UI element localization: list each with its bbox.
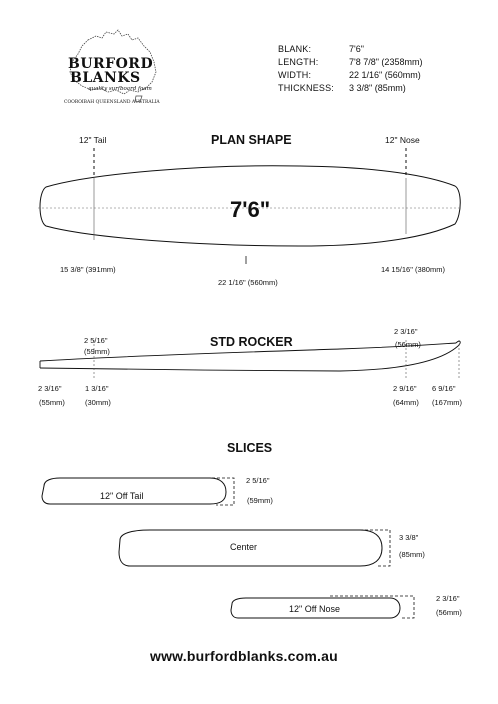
spec-label-width: WIDTH: xyxy=(278,70,312,80)
slice-center-label: Center xyxy=(230,542,258,552)
rocker-nose-in: 2 9/16" xyxy=(393,384,417,393)
slice-tail-dim xyxy=(172,478,234,505)
slice-tail-thick-in: 2 5/16" xyxy=(246,476,270,485)
slice-nose-label: 12" Off Nose xyxy=(289,604,341,614)
brand-line2: BLANKS xyxy=(70,70,141,86)
rocker-tail-in: 1 3/16" xyxy=(85,384,109,393)
spec-value-blank: 7'6" xyxy=(349,44,364,54)
brand-line1: BURFORD xyxy=(68,56,154,72)
slice-tail-thick-mm: (59mm) xyxy=(247,496,273,505)
spec-label-thickness: THICKNESS: xyxy=(278,83,335,93)
slice-tail-label: 12" Off Tail xyxy=(100,491,144,501)
slices-heading: SLICES xyxy=(227,441,273,455)
spec-value-length: 7'8 7/8" (2358mm) xyxy=(349,57,423,67)
spec-label-length: LENGTH: xyxy=(278,57,319,67)
rocker-tail-end-in: 2 3/16" xyxy=(38,384,62,393)
brand-tagline: quality surfboard foam xyxy=(88,86,152,92)
tail-width-label: 15 3/8" (391mm) xyxy=(60,265,116,274)
rocker-nose-mm: (64mm) xyxy=(393,398,419,407)
rocker-tail-end-mm: (55mm) xyxy=(39,398,65,407)
rocker-top-nose-in: 2 3/16" xyxy=(394,327,418,336)
rocker-tail-mm: (30mm) xyxy=(85,398,111,407)
rocker-top-nose-mm: (56mm) xyxy=(395,340,421,349)
slice-nose-thick-in: 2 3/16" xyxy=(436,594,460,603)
center-width-label: 22 1/16" (560mm) xyxy=(218,278,278,287)
website-link[interactable]: www.burfordblanks.com.au xyxy=(150,648,338,664)
rocker-nose-end-mm: (167mm) xyxy=(432,398,463,407)
plan-center-title: 7'6" xyxy=(230,197,271,222)
spec-label-blank: BLANK: xyxy=(278,44,312,54)
plan-heading: PLAN SHAPE xyxy=(211,133,292,147)
slice-center-thick-in: 3 3/8" xyxy=(399,533,419,542)
nose-width-label: 14 15/16" (380mm) xyxy=(381,265,445,274)
rocker-nose-end-in: 6 9/16" xyxy=(432,384,456,393)
slice-nose-thick-mm: (56mm) xyxy=(436,608,462,617)
spec-value-width: 22 1/16" (560mm) xyxy=(349,70,421,80)
brand-footer: COOROIBAH QUEENSLAND AUSTRALIA xyxy=(64,100,160,105)
rocker-top-tail-mm: (59mm) xyxy=(84,347,110,356)
rocker-top-tail-in: 2 5/16" xyxy=(84,336,108,345)
slice-center-thick-mm: (85mm) xyxy=(399,550,425,559)
rocker-heading: STD ROCKER xyxy=(210,335,293,349)
slice-nose-dim xyxy=(330,596,414,618)
nose-mark-label: 12" Nose xyxy=(385,135,420,145)
tail-mark-label: 12" Tail xyxy=(79,135,107,145)
spec-value-thickness: 3 3/8" (85mm) xyxy=(349,83,406,93)
slice-center-dim xyxy=(320,530,390,566)
